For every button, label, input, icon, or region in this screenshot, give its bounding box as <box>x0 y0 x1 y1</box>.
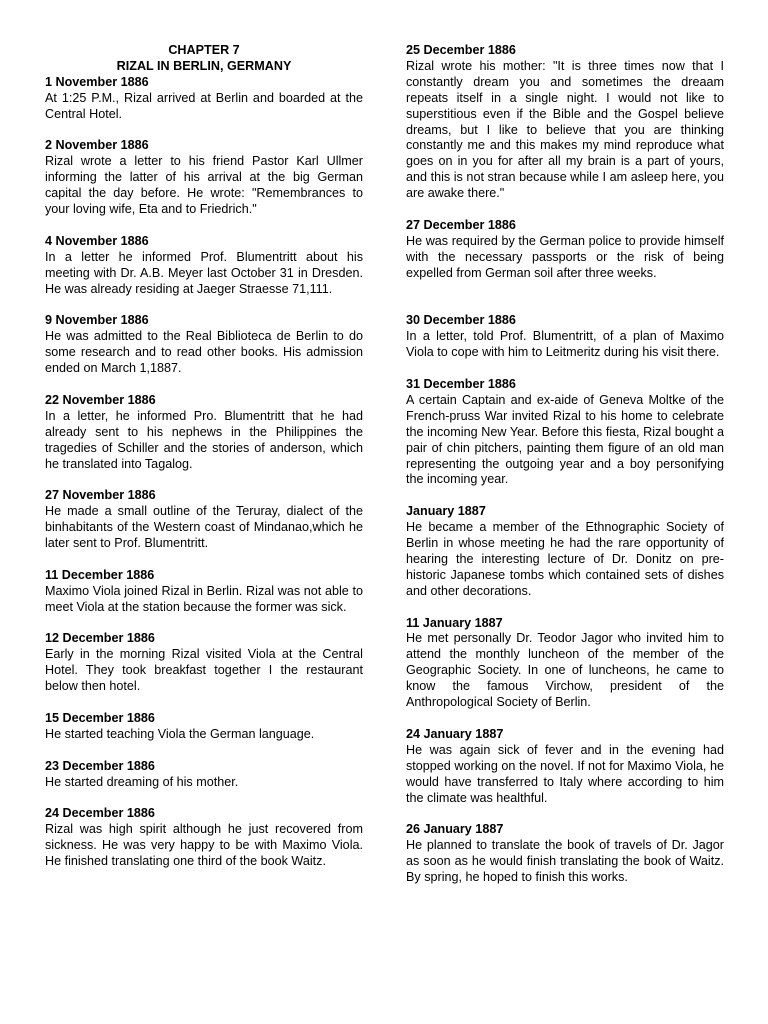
entry-text: Rizal wrote a letter to his friend Pastor Karl Ullmer informing the latter of his arrival at the big German capital the day before. He wrote: "Remembrances to your loving wife, Eta and to Friedrich." <box>45 154 363 217</box>
timeline-entry <box>45 568 363 616</box>
entry-date: 25 December 1886 <box>406 43 516 57</box>
entry-text: Early in the morning Rizal visited Viola at the Central Hotel. They took breakfast together I the restaurant below then hotel. <box>45 647 363 694</box>
entry-date: 1 November 1886 <box>45 74 149 89</box>
entry-text: He planned to translate the book of travels of Dr. Jagor as soon as he would finish translating the book of Waitz. By spring, he hoped to finish this works. <box>406 838 724 885</box>
entry-date: 24 December 1886 <box>45 806 155 821</box>
entry-date: 24 January 1887 <box>406 726 504 741</box>
entry-date: January 1887 <box>406 504 486 519</box>
timeline-entry <box>45 711 363 743</box>
entry-date: 27 December 1886 <box>406 217 516 232</box>
entry-date: 30 December 1886 <box>406 313 516 328</box>
entry-date: 2 November 1886 <box>45 138 149 153</box>
timeline-entry <box>406 616 724 711</box>
entry-text: Rizal was high spirit although he just recovered from sickness. He was very happy to be with Maximo Viola. He finished translating one third of the book Waitz. <box>45 822 363 869</box>
timeline-entry <box>45 75 363 123</box>
timeline-entry <box>406 218 724 282</box>
timeline-entry <box>406 43 724 202</box>
entry-date: 26 January 1887 <box>406 822 504 837</box>
right-column <box>406 43 724 902</box>
entry-text: He was required by the German police to provide himself with the necessary passports or the risk of being expelled from German soil after three weeks. <box>406 233 724 280</box>
entry-text: He started teaching Viola the German language. <box>45 726 315 741</box>
timeline-entry <box>45 393 363 473</box>
entry-text: Rizal wrote his mother: "It is three times now that I constantly dream you and sometimes the dreaam repeats itself in a single night. I would not like to superstitious even if the Bible and the Gospel believe dreams, but I like to believe that you are thinking constantly me and this makes my mind reproduce what goes on in you for after all my brain is a part of yours, and this is not stran because while I am asleep here, you are awake there." <box>406 58 724 201</box>
timeline-entry <box>406 504 724 599</box>
timeline-entry <box>45 313 363 377</box>
timeline-entry <box>45 631 363 695</box>
chapter-heading <box>45 43 363 75</box>
timeline-entry <box>406 313 724 361</box>
timeline-entry <box>406 727 724 807</box>
entry-date: 15 December 1886 <box>45 710 155 725</box>
entry-text: He met personally Dr. Teodor Jagor who invited him to attend the monthly luncheon of the member of the Geographic Society. In one of luncheons, he came to know the famous Virchow, president of the Anthropological Society of Berlin. <box>406 631 724 710</box>
entry-text: Maximo Viola joined Rizal in Berlin. Rizal was not able to meet Viola at the station because the former was sick. <box>45 583 363 614</box>
left-column <box>45 43 363 886</box>
chapter-title: RIZAL IN BERLIN, GERMANY <box>116 58 292 73</box>
entry-text: He was again sick of fever and in the evening had stopped working on the novel. If not for Maximo Viola, he would have transferred to Italy where according to him the climate was healthful. <box>406 742 724 805</box>
timeline-entry <box>45 234 363 298</box>
entry-date: 22 November 1886 <box>45 392 156 407</box>
entry-date: 9 November 1886 <box>45 313 149 328</box>
entry-date: 11 January 1887 <box>406 615 503 630</box>
timeline-entry <box>45 138 363 218</box>
entry-date: 11 December 1886 <box>45 567 155 582</box>
entry-text: He was admitted to the Real Biblioteca de Berlin to do some research and to read other books. His admission ended on March 1,1887. <box>45 329 363 376</box>
timeline-entry <box>45 806 363 870</box>
timeline-entry <box>45 759 363 791</box>
timeline-entry <box>406 822 724 886</box>
timeline-entry <box>45 488 363 552</box>
entry-text: A certain Captain and ex-aide of Geneva Moltke of the French-pruss War invited Rizal to his home to celebrate the incoming New Year. Before this fiesta, Rizal bought a pair of chin pitchers, painting them figure of an old man representing the outgoing year and a boy personifying the incoming year. <box>406 392 724 487</box>
entry-text: He made a small outline of the Teruray, dialect of the binhabitants of the Western coast of Mindanao,which he later sent to Prof. Blumentritt. <box>45 504 363 551</box>
timeline-entry <box>406 377 724 488</box>
entry-date: 23 December 1886 <box>45 758 155 773</box>
entry-date: 4 November 1886 <box>45 233 149 248</box>
entry-text: In a letter, he informed Pro. Blumentritt that he had already sent to his nephews in the Philippines the tragedies of Schiller and the stories of anderson, which he translated into Tagalog. <box>45 408 363 471</box>
entry-date: 27 November 1886 <box>45 488 156 503</box>
entry-text: At 1:25 P.M., Rizal arrived at Berlin and boarded at the Central Hotel. <box>45 90 363 121</box>
entry-text: He became a member of the Ethnographic Society of Berlin in whose meeting he had the rare opportunity of hearing the interesting lecture of Dr. Donitz on pre-historic Japanese tombs which contained sets of dishes and other decorations. <box>406 520 724 598</box>
entry-text: In a letter, told Prof. Blumentritt, of a plan of Maximo Viola to cope with him to Leitmeritz during his visit there. <box>406 329 724 360</box>
chapter-number: CHAPTER 7 <box>168 43 240 57</box>
entry-text: In a letter he informed Prof. Blumentritt about his meeting with Dr. A.B. Meyer last October 31 in Dresden. He was already residing at Jaeger Straesse 71,111. <box>45 249 363 296</box>
entry-date: 31 December 1886 <box>406 376 516 391</box>
entry-date: 12 December 1886 <box>45 631 155 646</box>
entry-text: He started dreaming of his mother. <box>45 774 239 789</box>
